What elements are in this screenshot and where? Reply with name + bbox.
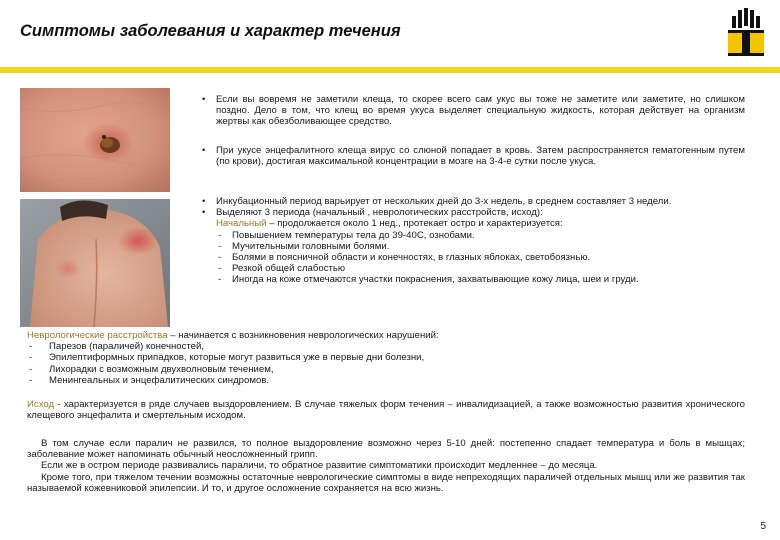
back-redness-photo bbox=[20, 199, 170, 327]
list-item: • Если вы вовремя не заметили клеща, то скорее всего сам укус вы тоже не заметите или заметите, но слишком поздно. Дело в том, что клещ во время укуса выделяет специальную жидкость, которая действует на организм жертвы как обезболивающее средство. bbox=[200, 94, 745, 128]
outcome-text: - характеризуется в ряде случаев выздоровлением. В случае тяжелых форм течения – инвалидизацией, а также возможностью развития хронического клещевого энцефалита и смертельным исходом. bbox=[27, 399, 745, 422]
periods-intro bbox=[200, 207, 745, 229]
outcome-term: Исход bbox=[27, 399, 55, 410]
neuro-section bbox=[27, 330, 745, 386]
initial-period-text: – продолжается около 1 нед., протекает остро и характеризуется: bbox=[266, 218, 563, 230]
list-item: • Инкубационный период варьирует от нескольких дней до 3-х недель, в среднем составляет 3 недели. bbox=[200, 196, 745, 207]
list-item: - Лихорадки с возможным двухволновым течением, bbox=[27, 364, 745, 375]
header-rule bbox=[0, 67, 780, 73]
bullet-1 bbox=[200, 94, 745, 128]
paragraph: Кроме того, при тяжелом течении возможны остаточные неврологические симптомы в виде непреходящих параличей отдельных мышц или же развития так называемой кожевниковой эпилепсии. И то, и другое осложнение сохраняется на всю жизнь. bbox=[27, 471, 745, 494]
periods-intro-text: Выделяют 3 периода (начальный , неврологических расстройств, исход): bbox=[216, 207, 543, 219]
neuro-term: Неврологические расстройства bbox=[27, 330, 168, 341]
list-item: - Мучительными головными болями. bbox=[216, 241, 745, 252]
initial-period-term: Начальный bbox=[216, 218, 267, 230]
outcome-section bbox=[27, 399, 745, 421]
list-item: - Парезов (параличей) конечностей, bbox=[27, 341, 745, 352]
list-item: - Повышением температуры тела до 39-40С, ознобами. bbox=[216, 230, 745, 241]
neuro-text: – начинается с возникновения неврологических нарушений: bbox=[167, 330, 439, 341]
neuro-heading bbox=[27, 330, 745, 341]
list-item: - Эпилептиформных припадков, которые могут развиться уже в первые дни болезни, bbox=[27, 352, 745, 363]
list-item: - Резкой общей слабостью bbox=[216, 263, 745, 274]
page-title: Симптомы заболевания и характер течения bbox=[20, 22, 401, 40]
paragraph: Если же в остром периоде развивались параличи, то обратное развитие симптоматики происходит медленнее – до месяца. bbox=[41, 460, 598, 472]
list-item: - Менингеальных и энцефалитических синдромов. bbox=[27, 375, 745, 386]
bullet-2 bbox=[200, 145, 745, 167]
company-logo-icon bbox=[724, 8, 768, 60]
page-number: 5 bbox=[760, 521, 766, 532]
bullet-3-block bbox=[200, 196, 745, 286]
list-item: - Иногда на коже отмечаются участки покраснения, захватывающие кожу лица, шеи и груди. bbox=[216, 274, 745, 285]
list-item: - Болями в поясничной области и конечностях, в глазных яблоках, светобоязнью. bbox=[216, 252, 745, 263]
tick-bite-photo bbox=[20, 88, 170, 192]
recovery-section bbox=[27, 438, 745, 494]
list-item: • При укусе энцефалитного клеща вирус со слюной попадает в кровь. Затем распространяется гематогенным путем (по крови), достигая максимальной концентрации в мозге на 3-4-е сутки после укуса. bbox=[200, 145, 745, 167]
paragraph: В том случае если паралич не развился, то полное выздоровление возможно через 5-10 дней: постепенно спадает температура и боль в мышцах; заболевание может напоминать обычный неосложненный грипп. bbox=[27, 438, 745, 461]
initial-period-line bbox=[216, 218, 745, 229]
